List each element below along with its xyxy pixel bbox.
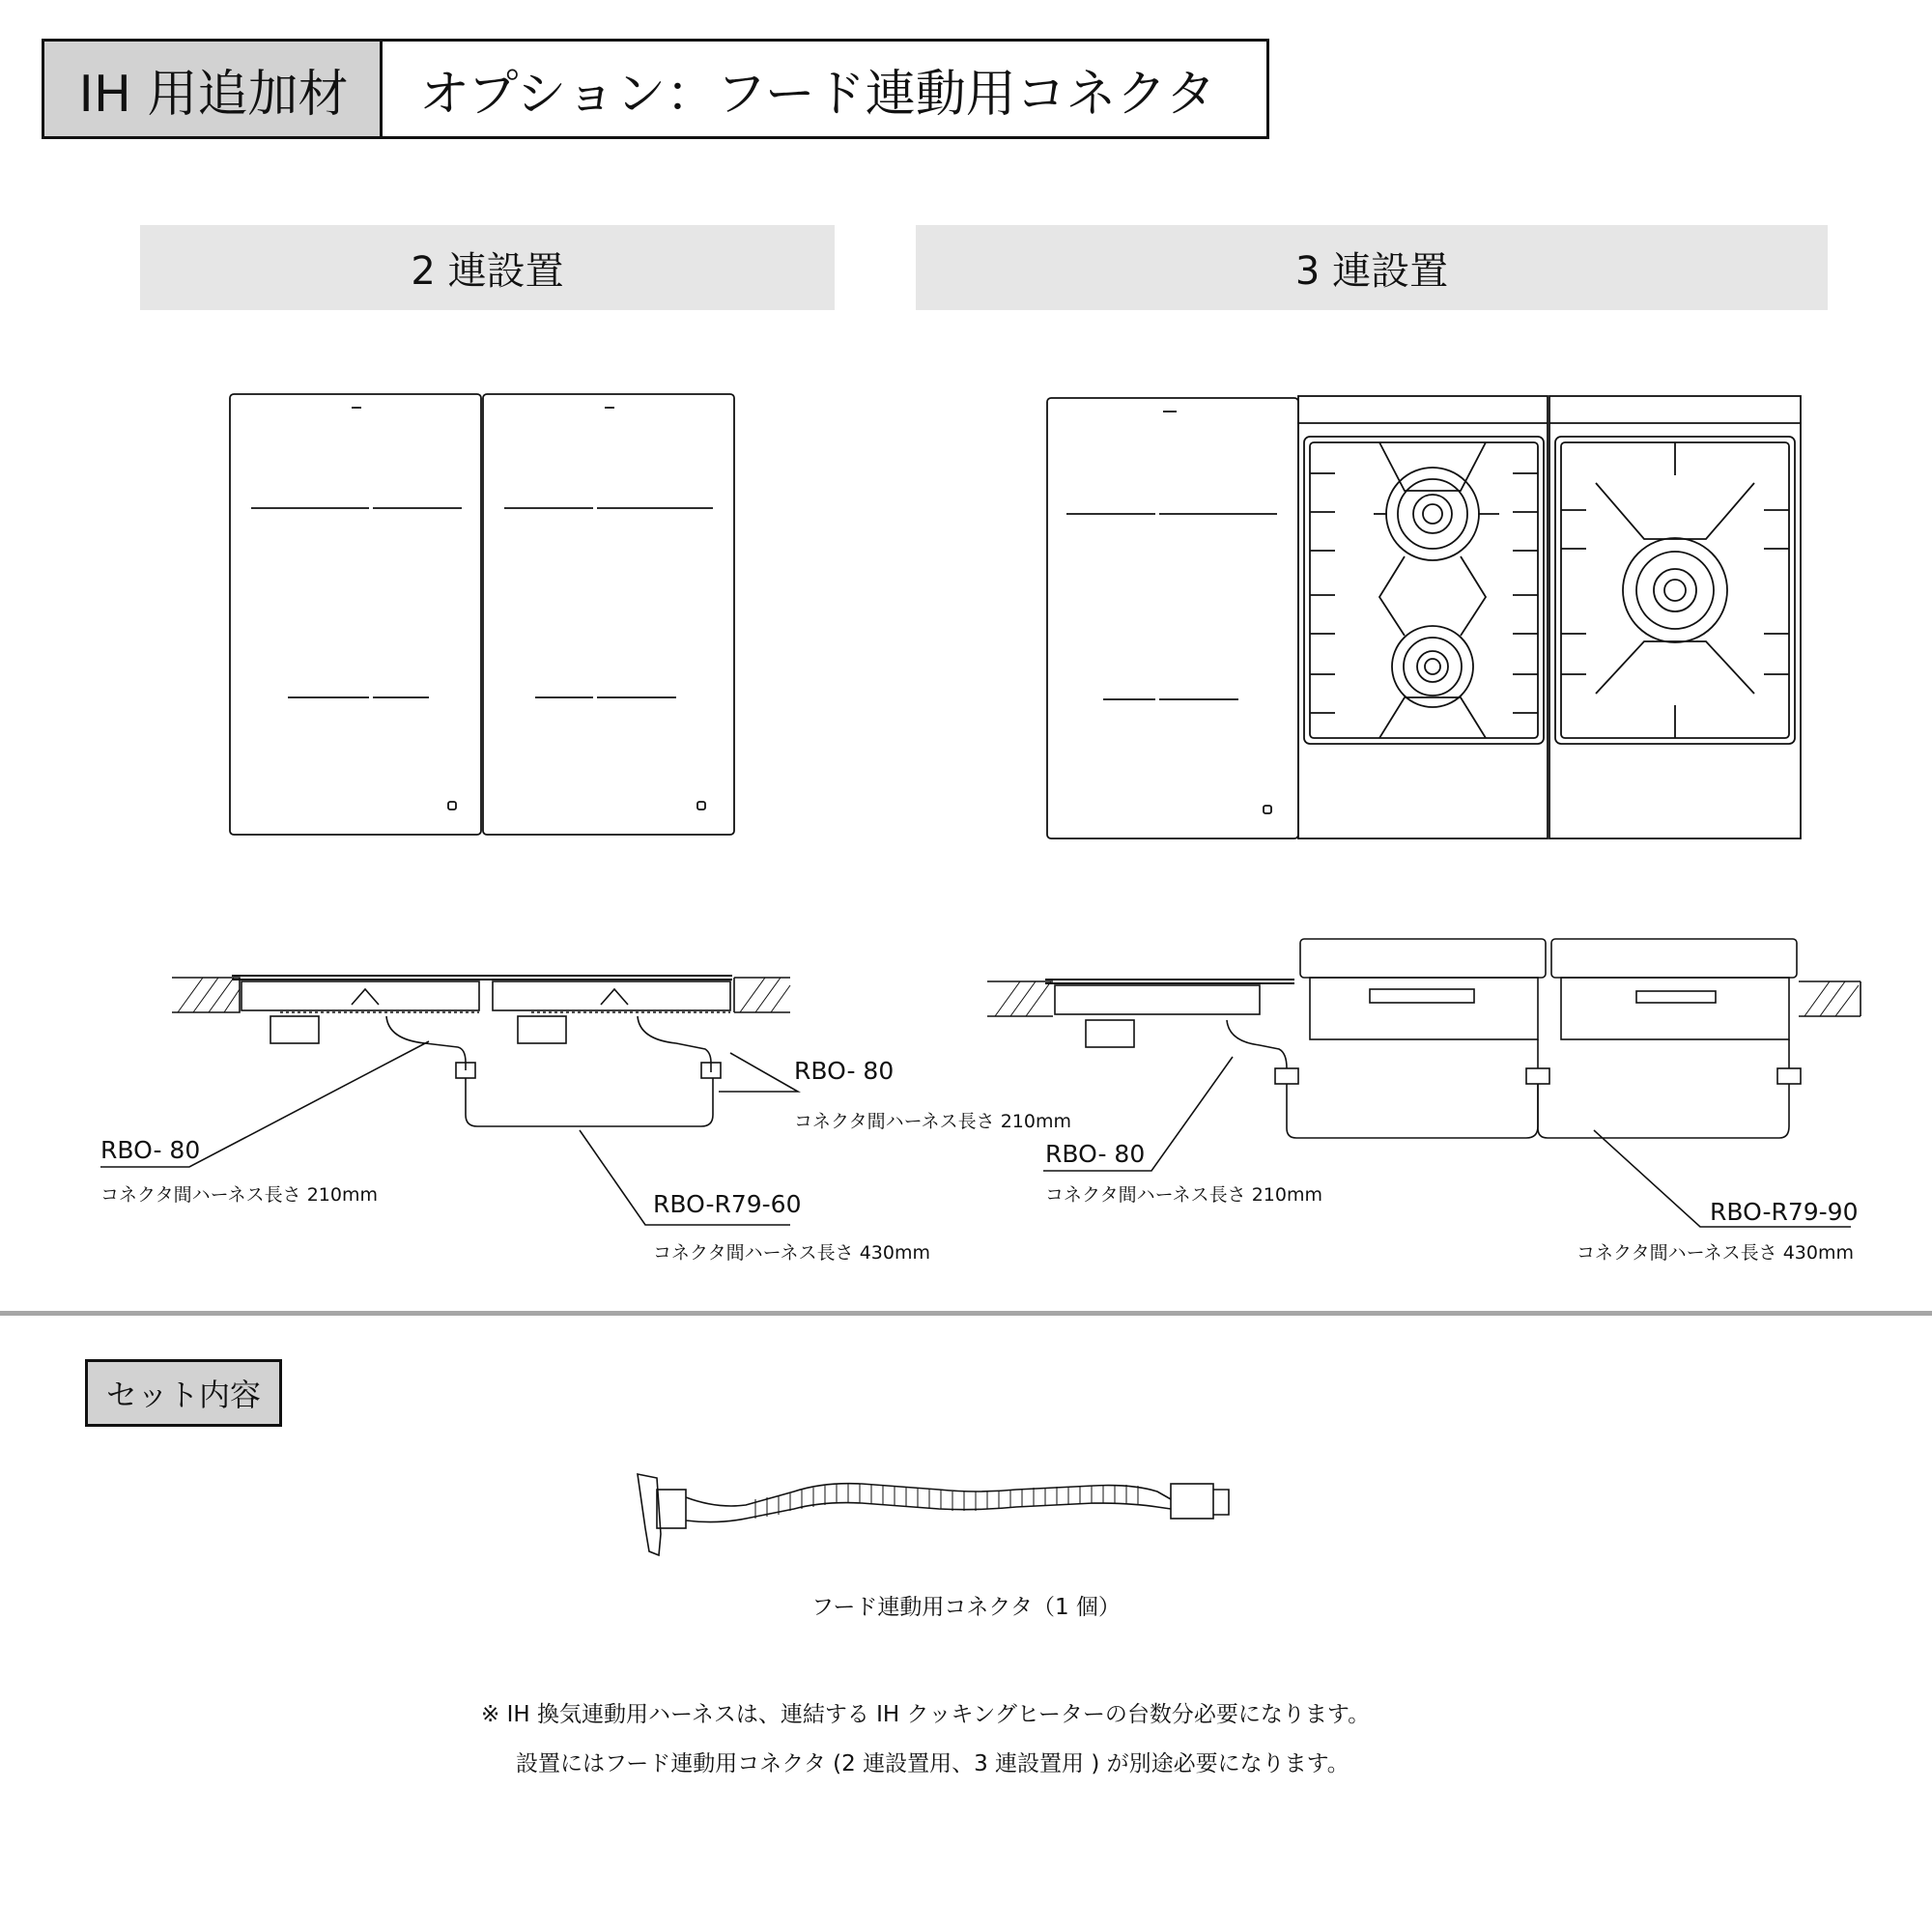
callout-three-r79-model: RBO-R79-90 [1710,1198,1859,1226]
section-three-title: 3 連設置 [1294,248,1449,294]
callout-two-rbo80-left-note: コネクタ間ハーネス長さ 210mm [100,1184,378,1206]
connector-caption: フード連動用コネクタ（1 個） [811,1595,1121,1620]
connector-illustration [630,1470,1238,1557]
callout-two-rbo80-right-note: コネクタ間ハーネス長さ 210mm [794,1111,1071,1132]
set-contents-text: セット内容 [105,1377,261,1413]
set-contents-label [85,1359,282,1427]
section-two-title: 2 連設置 [411,248,564,294]
callout-two-rbo80-right-model: RBO- 80 [794,1057,895,1085]
callout-two-rbo80-left-model: RBO- 80 [100,1136,201,1164]
footnote-line-1: ※ IH 換気連動用ハーネスは、連結する IH クッキングヒーターの台数分必要になります。 [481,1702,1371,1727]
footnote-line-2: 設置にはフード連動用コネクタ (2 連設置用、3 連設置用 ) が別途必要になります。 [516,1751,1350,1776]
callout-three-rbo80-model: RBO- 80 [1045,1140,1146,1168]
page-title-text: オプション：フード連動用コネクタ [419,65,1216,124]
callout-three-rbo80-note: コネクタ間ハーネス長さ 210mm [1045,1184,1322,1206]
callout-two-r79-note: コネクタ間ハーネス長さ 430mm [653,1242,930,1264]
leader-two-rbo80-right [719,1053,798,1092]
section-divider [0,1311,1932,1316]
callout-three-r79-note: コネクタ間ハーネス長さ 430mm [1577,1242,1854,1264]
category-text: IH 用追加材 [78,65,349,124]
callout-two-r79-model: RBO-R79-60 [653,1190,802,1218]
